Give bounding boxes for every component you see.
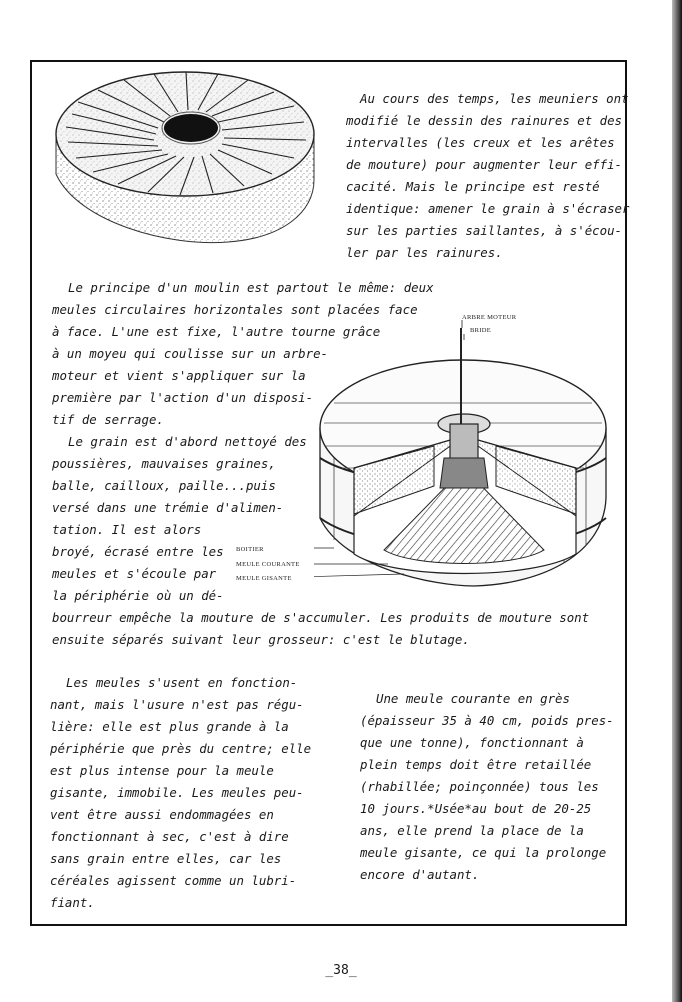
label-arbre-moteur: ARBRE MOTEUR <box>462 314 517 321</box>
intro-line: sur les parties saillantes, à s'écou- <box>346 223 623 238</box>
principle-line: ensuite séparés suivant leur grosseur: c'est le blutage. <box>52 632 470 647</box>
stone-line: (épaisseur 35 à 40 cm, poids pres- <box>360 713 614 728</box>
page-number: _38_ <box>325 963 357 978</box>
page-edge-shadow <box>672 0 682 1002</box>
intro-line: intervalles (les creux et les arêtes <box>346 135 615 150</box>
stone-line: encore d'autant. <box>360 867 480 882</box>
principle-line: bourreur empêche la mouture de s'accumuler. Les produits de mouture sont <box>52 610 590 625</box>
principle-line: à face. L'une est fixe, l'autre tourne grâce <box>52 324 381 339</box>
stone-line: Une meule courante en grès <box>376 691 570 706</box>
intro-line: Au cours des temps, les meuniers ont <box>360 91 629 106</box>
principle-line: à un moyeu qui coulisse sur un arbre- <box>52 346 329 361</box>
wear-line: céréales agissent comme un lubri- <box>50 873 297 888</box>
intro-line: de mouture) pour augmenter leur effi- <box>346 157 623 172</box>
wear-line: nant, mais l'usure n'est pas régu- <box>50 697 304 712</box>
wear-line: fiant. <box>50 895 95 910</box>
wear-line: Les meules s'usent en fonction- <box>66 675 298 690</box>
principle-line: meules et s'écoule par <box>52 566 217 581</box>
wear-line: sans grain entre elles, car les <box>50 851 282 866</box>
label-meule-gisante: MEULE GISANTE <box>236 575 292 582</box>
principle-line: tif de serrage. <box>52 412 164 427</box>
principle-line: moteur et vient s'appliquer sur la <box>52 368 306 383</box>
wear-line: est plus intense pour la meule <box>50 763 274 778</box>
principle-line: meules circulaires horizontales sont placées face <box>52 302 418 317</box>
wear-line: vent être aussi endommagées en <box>50 807 274 822</box>
principle-line: Le grain est d'abord nettoyé des <box>68 434 307 449</box>
label-bride: BRIDE <box>470 327 491 334</box>
stone-line: plein temps doit être retaillée <box>360 757 592 772</box>
label-meule-courante: MEULE COURANTE <box>236 561 300 568</box>
intro-line: modifié le dessin des rainures et des <box>346 113 623 128</box>
label-boitier: BOITIER <box>236 546 264 553</box>
principle-line: première par l'action d'un disposi- <box>52 390 314 405</box>
principle-line: poussières, mauvaises graines, <box>52 456 276 471</box>
intro-line: identique: amener le grain à s'écraser <box>346 201 630 216</box>
principle-line: balle, cailloux, paille...puis <box>52 478 276 493</box>
wear-line: périphérie que près du centre; elle <box>50 741 312 756</box>
principle-line: broyé, écrasé entre les <box>52 544 224 559</box>
wear-line: fonctionnant à sec, c'est à dire <box>50 829 289 844</box>
wear-line: lière: elle est plus grande à la <box>50 719 289 734</box>
principle-line: tation. Il est alors <box>52 522 202 537</box>
wear-line: gisante, immobile. Les meules peu- <box>50 785 304 800</box>
intro-line: ler par les rainures. <box>346 245 503 260</box>
stone-line: que une tonne), fonctionnant à <box>360 735 584 750</box>
principle-line: versé dans une trémie d'alimen- <box>52 500 284 515</box>
intro-line: cacité. Mais le principe est resté <box>346 179 600 194</box>
stone-line: ans, elle prend la place de la <box>360 823 584 838</box>
stone-line: 10 jours.*Usée*au bout de 20-25 <box>360 801 592 816</box>
principle-line: Le principe d'un moulin est partout le même: deux <box>68 280 434 295</box>
principle-line: la périphérie où un dé- <box>52 588 224 603</box>
millstone-illustration <box>48 62 320 252</box>
stone-line: meule gisante, ce qui la prolonge <box>360 845 607 860</box>
stone-line: (rhabillée; poinçonnée) tous les <box>360 779 599 794</box>
mill-cutaway-diagram <box>314 318 610 593</box>
